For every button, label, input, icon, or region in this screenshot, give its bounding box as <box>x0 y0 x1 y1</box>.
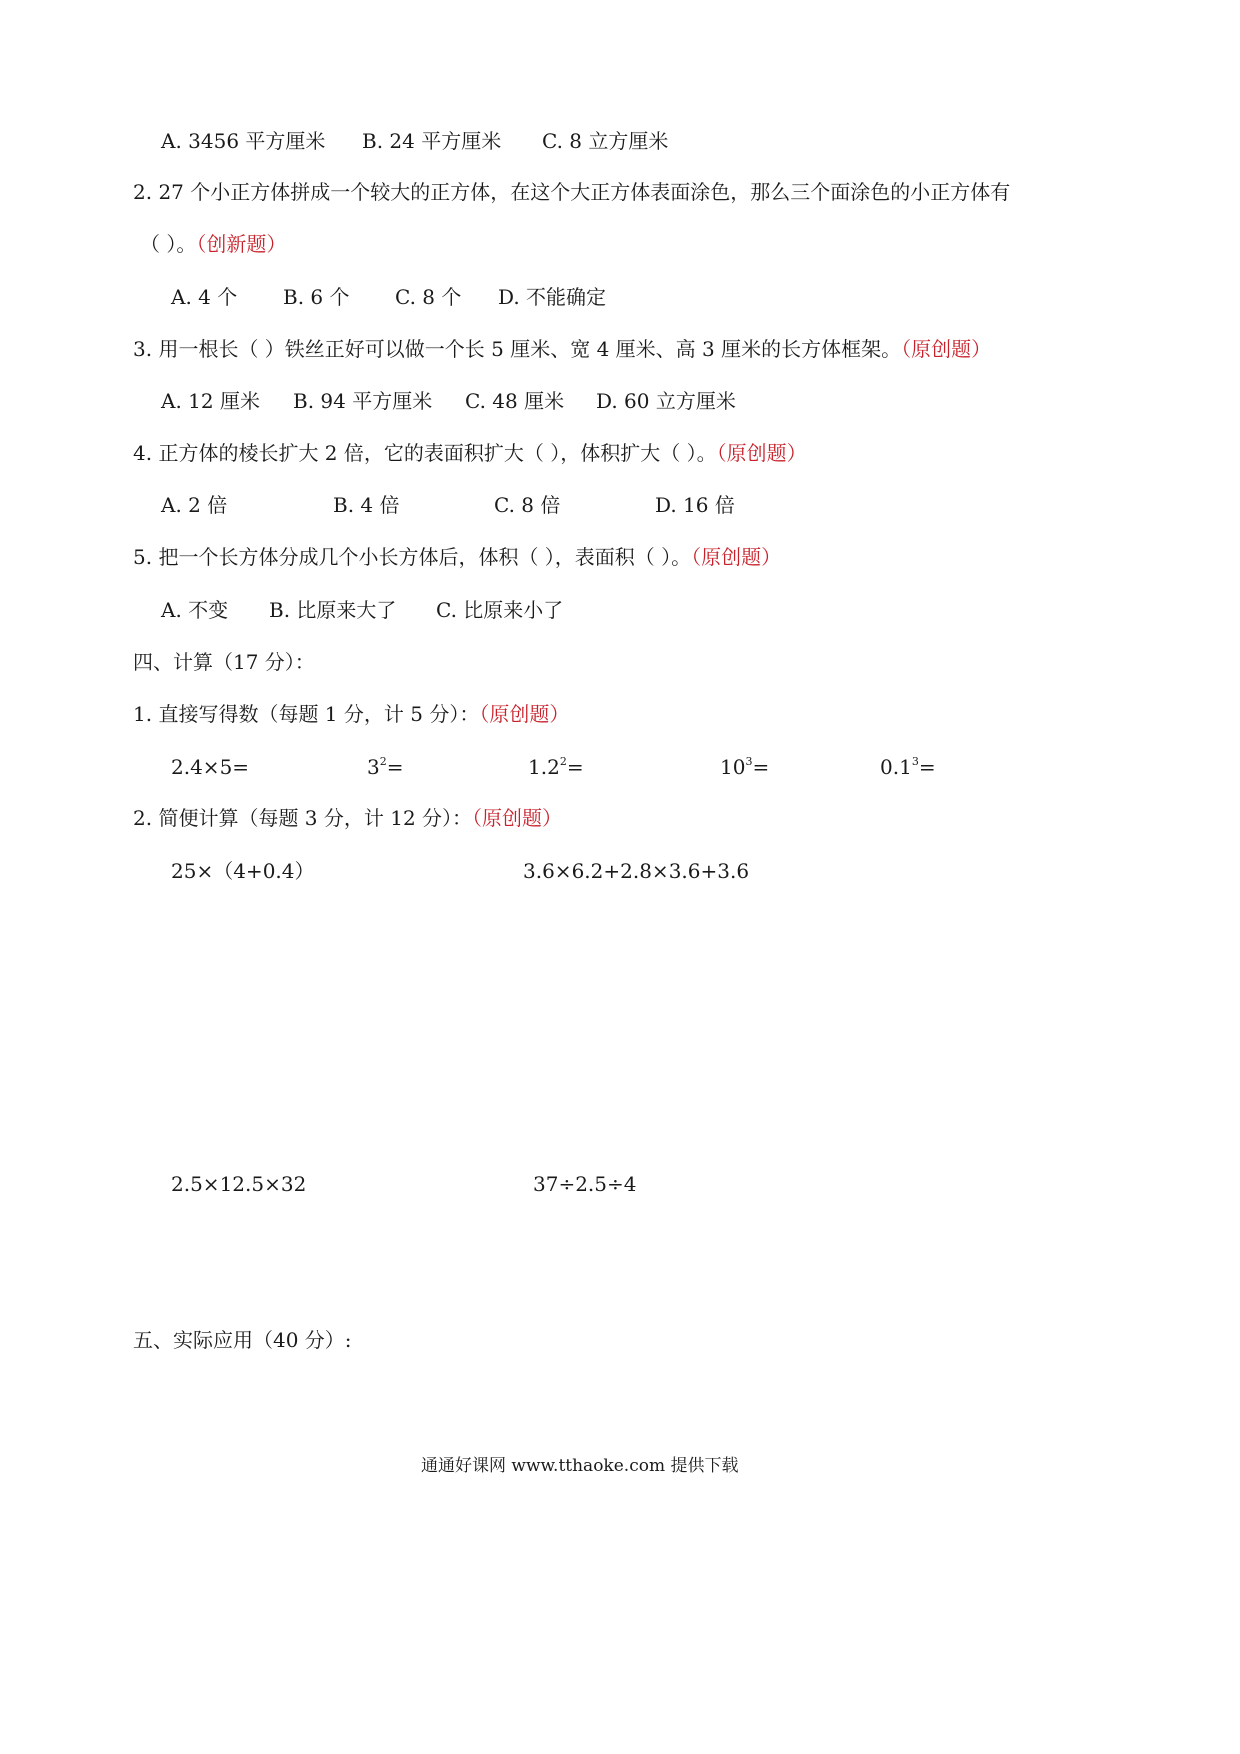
section4-part2-title: 2. 简便计算（每题 3 分，计 12 分）： <box>133 806 473 830</box>
q1-option-b: B. 24 平方厘米 <box>362 129 502 153</box>
q2-option-b: B. 6 个 <box>283 285 350 309</box>
q1-option-c: C. 8 立方厘米 <box>542 129 669 153</box>
q1-option-a: A. 3456 平方厘米 <box>161 129 326 153</box>
q2-option-a: A. 4 个 <box>171 285 238 309</box>
section4-part2-tag: （原创题） <box>472 806 563 830</box>
q3-option-a: A. 12 厘米 <box>161 389 260 413</box>
q3-stem: 3. 用一根长（ ）铁丝正好可以做一个长 5 厘米、宽 4 厘米、高 3 厘米的长方体框架。 <box>133 337 902 361</box>
q3-option-b: B. 94 平方厘米 <box>293 389 433 413</box>
simplify-expr-3: 2.5×12.5×32 <box>171 1172 307 1196</box>
q2-option-d: D. 不能确定 <box>498 285 607 309</box>
q5-tag: （原创题） <box>691 545 782 569</box>
oral-calc-2: $3^2=$ <box>367 755 404 779</box>
q3-tag: （原创题） <box>901 337 992 361</box>
q4-option-b: B. 4 倍 <box>333 493 400 517</box>
page-footer: 通通好课网 www.tthaoke.com 提供下载 <box>421 1456 739 1476</box>
q4-tag: （原创题） <box>716 441 807 465</box>
section4-part2-line <box>133 804 562 832</box>
q4-option-d: D. 16 倍 <box>655 493 735 517</box>
q3-line <box>133 335 991 363</box>
section5-title: 五、实际应用（40 分）: <box>133 1328 352 1352</box>
section4-part1-line <box>133 700 569 728</box>
section4-part1-title: 1. 直接写得数（每题 1 分，计 5 分）： <box>133 702 480 726</box>
section4-title: 四、计算（17 分）： <box>133 650 315 674</box>
q5-stem: 5. 把一个长方体分成几个小长方体后，体积（ ），表面积（ ）。 <box>133 545 692 569</box>
q3-option-d: D. 60 立方厘米 <box>596 389 736 413</box>
q5-option-b: B. 比原来大了 <box>269 598 397 622</box>
q2-blank-line <box>140 230 286 258</box>
q4-line <box>133 439 807 467</box>
q4-option-c: C. 8 倍 <box>494 493 561 517</box>
oral-calc-5: $0.1^3=$ <box>880 755 936 779</box>
q4-option-a: A. 2 倍 <box>161 493 228 517</box>
q2-stem: 2. 27 个小正方体拼成一个较大的正方体，在这个大正方体表面涂色，那么三个面涂色的小正方体有 <box>133 180 1011 204</box>
q5-option-a: A. 不变 <box>161 598 229 622</box>
q2-blank: （ ）。 <box>140 232 197 256</box>
simplify-expr-2: 3.6×6.2+2.8×3.6+3.6 <box>523 859 750 883</box>
section4-part1-tag: （原创题） <box>479 702 570 726</box>
simplify-expr-4: 37÷2.5÷4 <box>533 1172 637 1196</box>
q2-tag: （创新题） <box>196 232 287 256</box>
q3-option-c: C. 48 厘米 <box>465 389 565 413</box>
q5-option-c: C. 比原来小了 <box>436 598 564 622</box>
q2-option-c: C. 8 个 <box>395 285 462 309</box>
oral-calc-1: 2.4×5= <box>171 755 250 779</box>
q5-line <box>133 543 781 571</box>
oral-calc-3: $1.2^2=$ <box>528 755 584 779</box>
simplify-expr-1: 25×（4+0.4） <box>171 859 315 883</box>
q4-stem: 4. 正方体的棱长扩大 2 倍，它的表面积扩大（ ），体积扩大（ ）。 <box>133 441 717 465</box>
oral-calc-4: $10^3=$ <box>720 755 770 779</box>
